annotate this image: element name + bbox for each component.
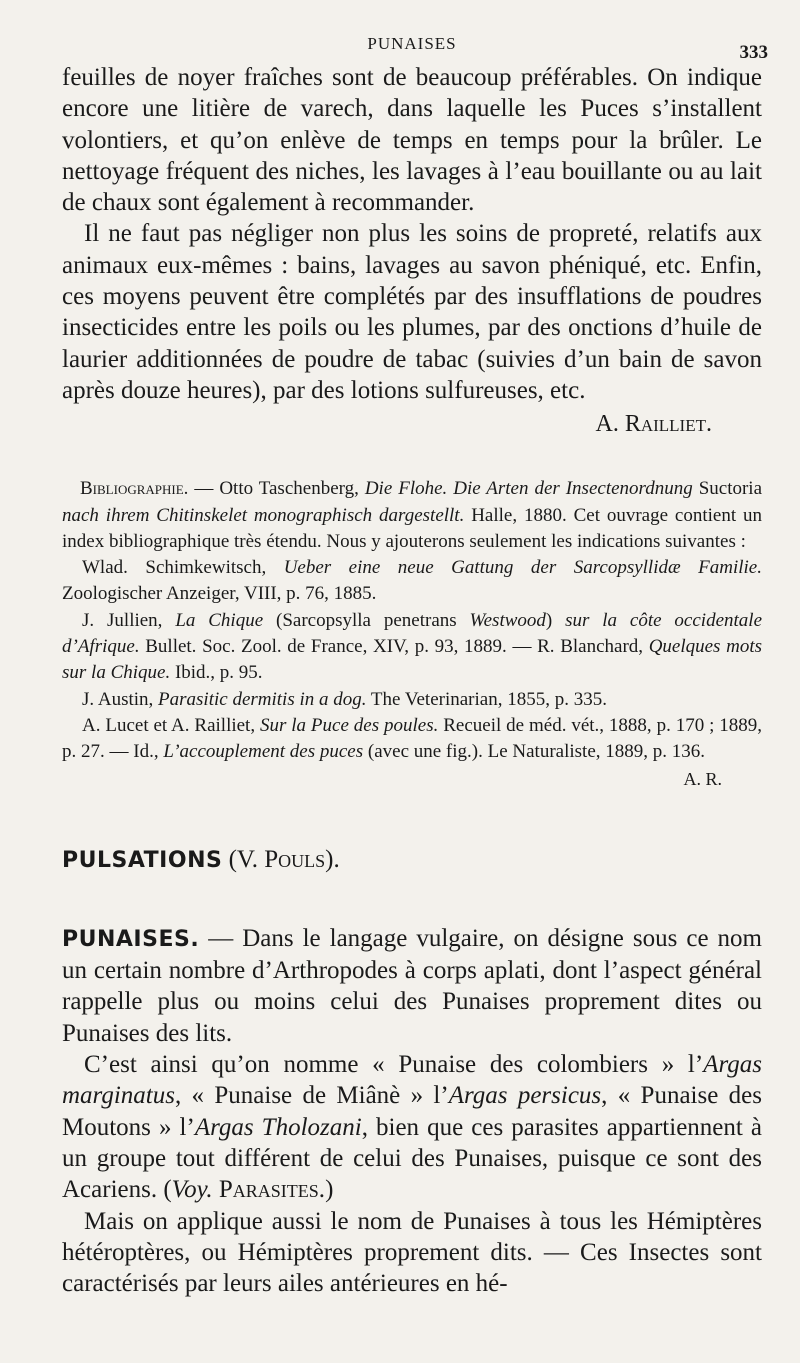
text-run: J. Jullien, (82, 609, 176, 631)
entry-headword: PULSATIONS (62, 847, 223, 873)
italic-run: La Chique (175, 609, 264, 631)
paragraph: Il ne faut pas négliger non plus les soins de propreté, relatifs aux animaux eux-mêmes : bains, lavages au savon phéniqué, etc. Enfin, ces moyens peuvent être complétés par des insufflations de poudres insecticides entre les poils ou les plumes, par des onctions d’huile de laurier additionnées de poudre de tabac (suivies d’un bain de savon après douze heures), par des lotions sulfureuses, etc. (62, 220, 762, 404)
text-run: (Sarcopsylla penetrans (263, 609, 470, 631)
italic-run: nach ihrem Chitinskelet monographisch dargestellt. (62, 504, 465, 526)
bibliography-entry (62, 476, 762, 555)
text-run: Ibid., p. 95. (170, 662, 263, 684)
cross-ref-text: ). (325, 845, 340, 873)
text-run: (avec une fig.). Le Naturaliste, 1889, p. 136. (363, 741, 706, 763)
author-signature: A. Railliet. (595, 411, 712, 438)
paragraph (62, 923, 762, 1049)
bibliography-label: Bibliographie. (80, 478, 189, 500)
text-run: , « Punaise des Moutons » l’ (62, 1082, 762, 1141)
text-run: Halle, 1880. Cet ouvrage contient un index bibliographique très étendu. Nous y ajouterons seulement les indications suivantes : (62, 504, 762, 552)
text-run: , « Punaise de Miânè » l’ (174, 1082, 449, 1110)
bibliography-signature: A. R. (683, 768, 722, 789)
bibliography-entry (62, 555, 762, 608)
italic-run: Voy. (171, 1176, 213, 1204)
punaises-entry (62, 923, 762, 1300)
bibliography (62, 476, 762, 792)
cross-ref-text: (V. (222, 845, 265, 873)
italic-run: Westwood (469, 609, 546, 631)
text-run: , bien que ces parasites appartiennent à un groupe tout différent de celui des Punaises, puisque ce sont des Acariens. ( (62, 1113, 762, 1204)
italic-run: Argas persicus (448, 1082, 602, 1110)
italic-run: Ueber eine neue Gattung der Sarcopsyllidæ Familie. (283, 557, 762, 579)
text-run: Recueil de méd. vét., 1888, p. 170 ; 1889, p. 27. — Id., (62, 714, 763, 763)
running-title: PUNAISES (367, 34, 457, 53)
italic-run: sur la côte occidentale d’Afrique. (62, 609, 763, 658)
bibliography-entry (62, 608, 762, 687)
book-page (62, 28, 768, 1299)
section-continuation (62, 62, 762, 440)
text-run: Suctoria (692, 478, 763, 500)
text-run: The Veterinarian, 1855, p. 335. (366, 688, 607, 710)
italic-run: Argas Tholozani (194, 1113, 362, 1141)
paragraph (62, 1049, 762, 1205)
paragraph: feuilles de noyer fraîches sont de beaucoup préférables. On indique encore une litière de varech, dans laquelle les Puces s’installent volontiers, et qu’on enlève de temps en temps pour la brûler. Le nettoyage fréquent des niches, les lavages à l’eau bouillante ou au lait de chaux sont également à recommander. (62, 64, 762, 217)
text-run: Bullet. Soc. Zool. de France, XIV, p. 93, 1889. — R. Blanchard, (139, 636, 649, 658)
italic-run: L’accouplement des puces (163, 741, 364, 763)
bibliography-entry (62, 687, 762, 713)
entry-headword: PUNAISES. (62, 926, 200, 952)
text-run: — Otto Taschenberg, (188, 478, 365, 500)
text-run: C’est ainsi qu’on nomme « Punaise des colombiers » l’ (84, 1051, 704, 1079)
italic-run: Argas marginatus (62, 1051, 762, 1110)
text-run: J. Austin, (82, 688, 159, 710)
italic-run: Parasitic dermitis in a dog. (158, 688, 367, 710)
text-run: ) (545, 609, 566, 631)
cross-ref-link: Pouls (264, 845, 326, 873)
text-run: A. Lucet et A. Railliet, (82, 714, 260, 736)
text-run: — Dans le langage vulgaire, on désigne sous ce nom un certain nombre d’Arthropodes à corps aplati, dont l’aspect général rappelle plus ou moins celui des Punaises proprement dites ou Punaises des lits. (62, 924, 762, 1047)
running-head (62, 28, 768, 63)
italic-run: Sur la Puce des poules. (259, 714, 439, 736)
italic-run: Die Flohe. Die Arten der Insectenordnung (364, 478, 693, 500)
text-run: Wlad. Schimkewitsch, (82, 557, 284, 579)
text-run: Zoologischer Anzeiger, VIII, p. 76, 1885. (62, 583, 377, 605)
italic-run: Quelques mots sur la Chique. (62, 636, 763, 684)
pulsations-entry (62, 844, 762, 877)
cross-ref-link: Parasites. (212, 1176, 326, 1204)
paragraph: Mais on applique aussi le nom de Punaises à tous les Hémiptères hétéroptères, ou Hémiptères proprement dits. — Ces Insectes sont caractérisés par leurs ailes antérieures en hé- (62, 1207, 762, 1298)
page-number: 333 (739, 42, 768, 63)
bibliography-entry (62, 713, 762, 766)
text-run: ) (325, 1176, 334, 1204)
